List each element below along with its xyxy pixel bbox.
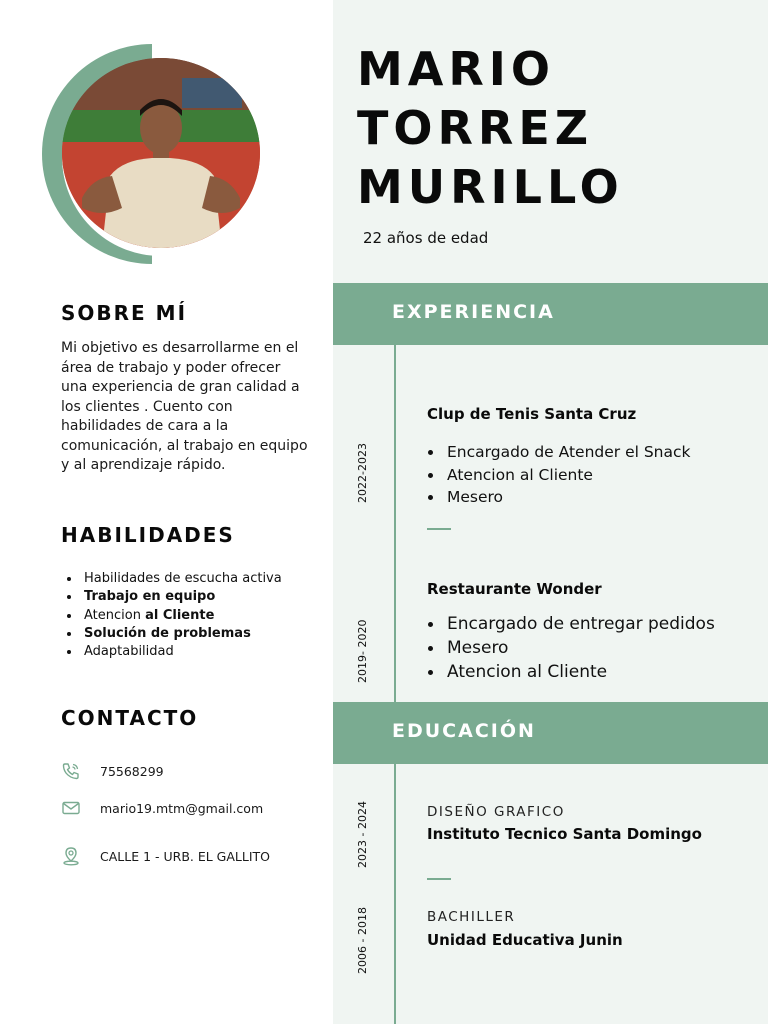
- education-header-bar: [333, 702, 768, 764]
- section-divider-dash: [427, 878, 451, 880]
- age-text: 22 años de edad: [363, 229, 489, 247]
- phone-number: 75568299: [100, 763, 164, 779]
- experience-heading: EXPERIENCIA: [392, 301, 555, 323]
- job-years: 2022-2023: [356, 443, 369, 503]
- education-subject: DISEÑO GRAFICO: [427, 804, 565, 820]
- email-address: mario19.mtm@gmail.com: [100, 800, 264, 816]
- profile-photo-frame: [42, 44, 262, 264]
- profile-photo: [62, 58, 260, 248]
- location-pin-icon: [61, 846, 81, 866]
- skills-list: [61, 570, 282, 661]
- education-years: 2023 - 2024: [356, 801, 369, 868]
- job-task: Mesero: [427, 636, 715, 660]
- name-line-third: MURILLO: [357, 160, 624, 214]
- name-line-second: TORREZ: [357, 101, 594, 155]
- job-years: 2019- 2020: [356, 619, 369, 683]
- full-name: [357, 40, 624, 217]
- skill-item: Atencion al Cliente: [61, 607, 282, 625]
- job-title: Restaurante Wonder: [427, 580, 602, 598]
- education-subject: BACHILLER: [427, 909, 516, 925]
- education-heading: EDUCACIÓN: [392, 720, 536, 742]
- skill-item: Adaptabilidad: [61, 643, 282, 661]
- job-task: Atencion al Cliente: [427, 464, 691, 487]
- about-heading: SOBRE MÍ: [61, 301, 188, 325]
- experience-timeline-line: [394, 345, 396, 702]
- skill-item: Trabajo en equipo: [61, 588, 282, 606]
- street-address: CALLE 1 - URB. EL GALLITO: [100, 848, 271, 864]
- skill-item-emphasis: al Cliente: [145, 607, 215, 623]
- job-task-list: [427, 612, 715, 684]
- skill-item: Habilidades de escucha activa: [61, 570, 282, 588]
- job-task: Encargado de entregar pedidos: [427, 612, 715, 636]
- about-text: Mi objetivo es desarrollarme en el área de trabajo y poder ofrecer una experiencia de gran calidad a los clientes . Cuento con habilidades de cara a la comunicación, al trabajo en equipo y al aprendizaje rápido.: [61, 340, 308, 473]
- contact-address-row: [61, 845, 271, 867]
- skills-heading: HABILIDADES: [61, 523, 235, 547]
- job-task: Mesero: [427, 486, 691, 509]
- job-task-list: [427, 441, 691, 509]
- phone-icon: [61, 761, 81, 781]
- contact-phone-row: [61, 760, 164, 782]
- mail-icon: [61, 798, 81, 818]
- job-task: Atencion al Cliente: [427, 660, 715, 684]
- skill-item: Solución de problemas: [61, 625, 282, 643]
- experience-header-bar: [333, 283, 768, 345]
- name-line-first: MARIO: [357, 42, 556, 96]
- education-timeline-line: [394, 764, 396, 1024]
- section-divider-dash: [427, 528, 451, 530]
- job-task: Encargado de Atender el Snack: [427, 441, 691, 464]
- contact-email-row: [61, 797, 264, 819]
- education-years: 2006 - 2018: [356, 907, 369, 974]
- contact-heading: CONTACTO: [61, 706, 199, 730]
- education-school: Instituto Tecnico Santa Domingo: [427, 825, 702, 843]
- job-title: Clup de Tenis Santa Cruz: [427, 405, 637, 423]
- education-school: Unidad Educativa Junin: [427, 931, 623, 949]
